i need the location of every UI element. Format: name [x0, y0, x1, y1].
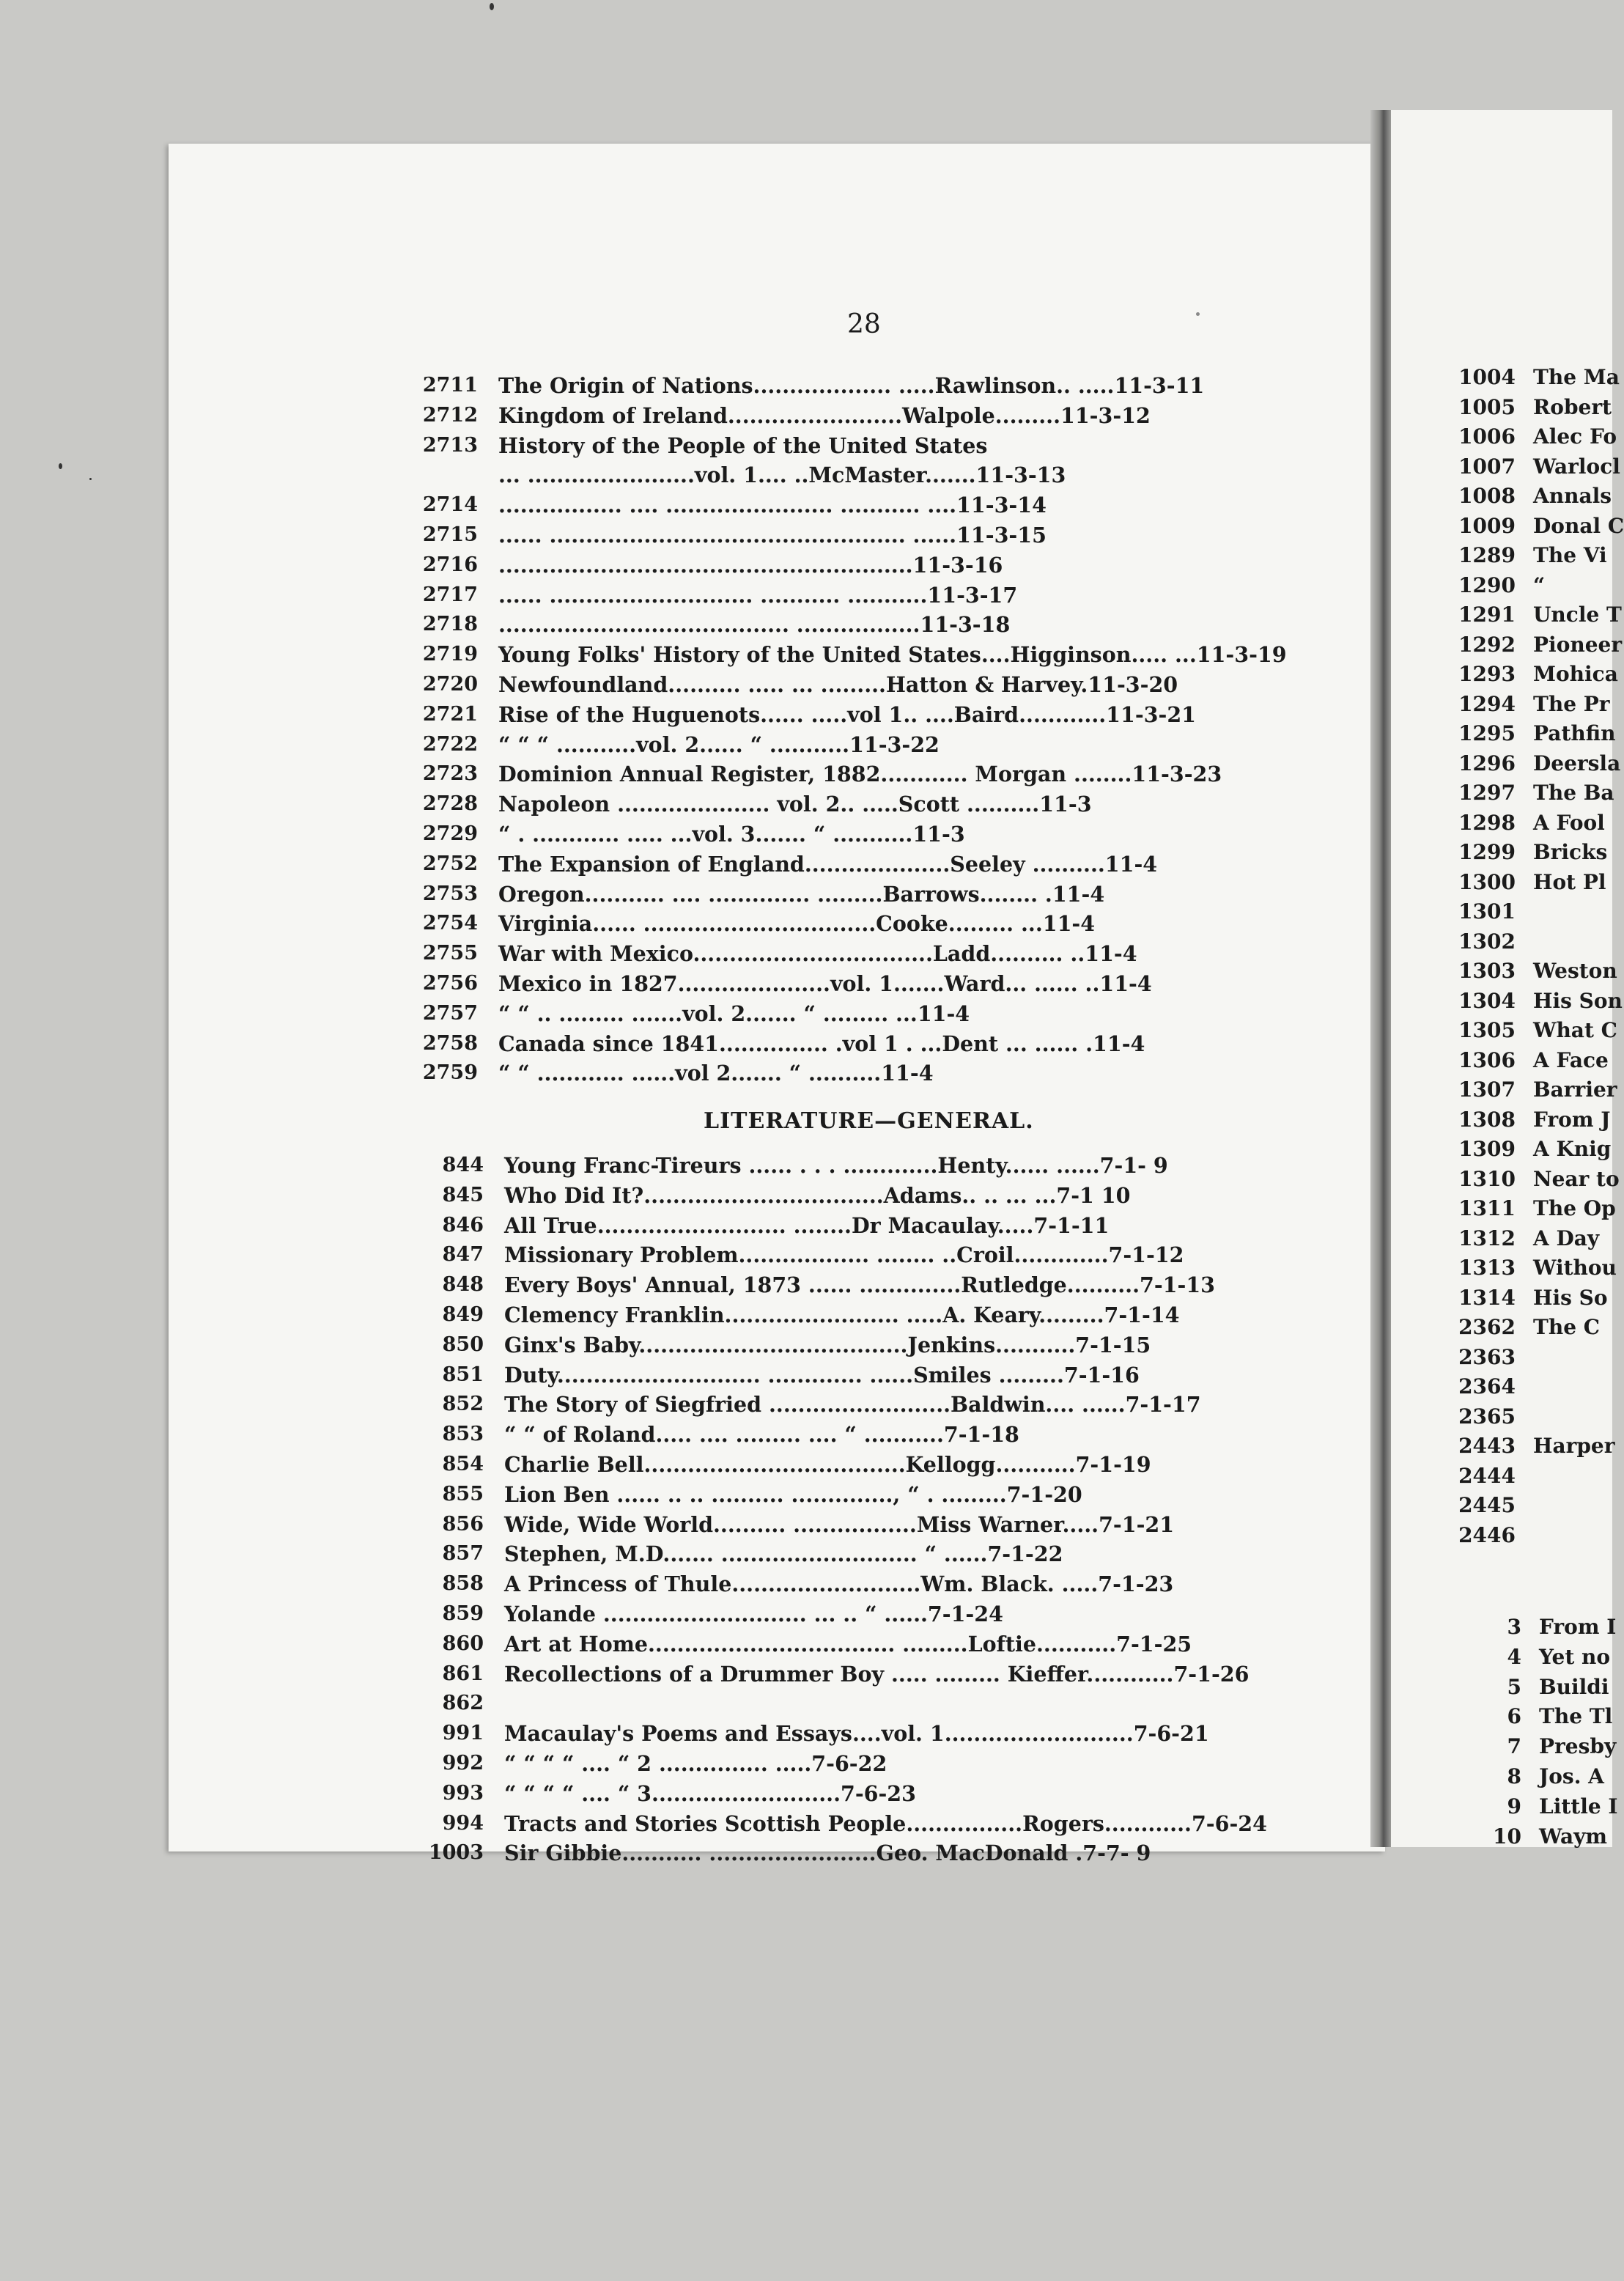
catalog-number: 2446 — [1458, 1522, 1516, 1547]
catalog-entry-text: The Ma — [1533, 365, 1620, 389]
catalog-number: 1009 — [1458, 513, 1516, 538]
catalog-row — [442, 1719, 1325, 1748]
catalog-entry-text: Who Did It?.................................Adams.. .. ... ...7-1 10 — [504, 1182, 1131, 1208]
catalog-entry-text: Donal C — [1533, 513, 1624, 538]
catalog-number: 1296 — [1458, 751, 1516, 775]
catalog-number: 2754 — [422, 912, 478, 935]
catalog-entry-text: Dominion Annual Register, 1882............ Morgan ........11-3-23 — [498, 762, 1222, 787]
catalog-number: 2721 — [422, 702, 478, 726]
catalog-number: 2718 — [422, 613, 478, 636]
catalog-number: 2713 — [422, 433, 478, 457]
right-catalog-row — [1458, 452, 1620, 482]
right-catalog-row — [1458, 1224, 1600, 1253]
catalog-entry-text: Pathfin — [1533, 721, 1616, 745]
catalog-number: 849 — [442, 1303, 484, 1326]
catalog-entry-text: His Son — [1533, 988, 1623, 1013]
right-catalog-row — [1458, 1046, 1609, 1075]
catalog-row — [442, 1211, 1325, 1240]
right-catalog-row — [1458, 1283, 1608, 1313]
catalog-entry-text: Young Franc-Tireurs ...... . . . .............Henty...... ......7-1- 9 — [504, 1153, 1168, 1178]
right-catalog-row — [1458, 1075, 1617, 1105]
right-catalog-row — [1458, 422, 1617, 452]
catalog-entry-text: “ . ............ ..... ...vol. 3....... “ ...........11-3 — [498, 822, 965, 847]
right-catalog-row — [1458, 482, 1612, 511]
catalog-entry-text: “ “ “ “ .... “ 3..........................7-6-23 — [504, 1780, 916, 1806]
catalog-number: 848 — [442, 1273, 484, 1297]
catalog-row — [442, 1689, 1325, 1718]
catalog-entry-text: The Ba — [1533, 781, 1614, 805]
paper-speck — [59, 463, 62, 469]
catalog-entry-text: Yet no — [1539, 1644, 1611, 1669]
catalog-number: 8 — [1507, 1764, 1521, 1788]
right-catalog-row — [1458, 600, 1622, 630]
catalog-row — [442, 1779, 1325, 1808]
catalog-number: 1312 — [1458, 1226, 1516, 1250]
catalog-row — [442, 1659, 1325, 1689]
right-catalog-row — [1458, 868, 1606, 897]
catalog-row — [422, 490, 1319, 520]
catalog-entry-text: “ “ “ “ .... “ 2 ............... .....7-6-22 — [504, 1751, 887, 1776]
catalog-number: 2757 — [422, 1001, 478, 1025]
catalog-entry-text: Harper — [1533, 1434, 1615, 1458]
right-catalog-row — [1458, 719, 1616, 748]
right-catalog-row — [1458, 1135, 1612, 1164]
catalog-number: 1008 — [1458, 484, 1516, 508]
catalog-row — [442, 1270, 1325, 1300]
catalog-entry-text: Charlie Bell....................................Kellogg...........7-1-19 — [504, 1452, 1151, 1477]
catalog-row — [422, 610, 1319, 639]
catalog-entry-text: Waym — [1539, 1824, 1608, 1849]
catalog-entry-text: Newfoundland.......... ..... ... .........Hatton & Harvey.11-3-20 — [498, 672, 1178, 697]
catalog-entry-text: Duty............................ ............. ......Smiles .........7-1-16 — [504, 1362, 1140, 1388]
catalog-number: 847 — [442, 1243, 484, 1267]
catalog-number: 7 — [1507, 1734, 1521, 1759]
catalog-number: 852 — [442, 1393, 484, 1416]
catalog-entry-text: A Princess of Thule..........................Wm. Black. .....7-1-23 — [504, 1571, 1174, 1597]
catalog-number: 2756 — [422, 972, 478, 995]
catalog-entry-text: Presby — [1539, 1734, 1617, 1759]
catalog-entry-text: What C — [1533, 1018, 1617, 1042]
catalog-row — [442, 1599, 1325, 1629]
catalog-number: 2717 — [422, 583, 478, 606]
catalog-entry-text: “ “ “ ...........vol. 2...... “ ...........11-3-22 — [498, 732, 940, 757]
right-catalog-row — [1507, 1613, 1617, 1642]
catalog-entry-text: Bricks — [1533, 840, 1608, 864]
catalog-row — [442, 1360, 1325, 1390]
catalog-number: 1307 — [1458, 1077, 1516, 1102]
catalog-entry-text: Oregon........... .... .............. .........Barrows........ .11-4 — [498, 881, 1105, 907]
right-catalog-row — [1458, 987, 1623, 1016]
catalog-row — [442, 1151, 1325, 1180]
catalog-number: 1314 — [1458, 1285, 1516, 1310]
catalog-row — [422, 819, 1319, 849]
right-catalog-row — [1458, 1313, 1601, 1342]
catalog-number: 2759 — [422, 1061, 478, 1085]
catalog-entry-text: From I — [1539, 1615, 1617, 1639]
catalog-entry-text: Macaulay's Poems and Essays....vol. 1..........................7-6-21 — [504, 1721, 1209, 1747]
catalog-number: 2720 — [422, 673, 478, 696]
paper-speck — [490, 3, 494, 10]
catalog-number: 2722 — [422, 732, 478, 756]
catalog-row — [422, 789, 1319, 819]
catalog-entry-text: Alec Fo — [1533, 424, 1617, 449]
catalog-number: 3 — [1507, 1615, 1521, 1639]
catalog-number: 2752 — [422, 852, 478, 875]
catalog-entry-text: The Pr — [1533, 691, 1610, 716]
catalog-entry-text: The Vi — [1533, 543, 1607, 567]
catalog-number: 1297 — [1458, 781, 1516, 805]
catalog-number: 1005 — [1458, 394, 1516, 419]
catalog-row — [442, 1749, 1325, 1778]
catalog-entry-text: Little I — [1539, 1794, 1618, 1818]
catalog-entry-text: Robert — [1533, 394, 1612, 419]
catalog-number: 992 — [442, 1752, 484, 1775]
catalog-entry-text: A Knig — [1533, 1137, 1612, 1161]
catalog-number: 2443 — [1458, 1434, 1516, 1458]
catalog-number: 993 — [442, 1781, 484, 1805]
right-catalog-row — [1458, 1105, 1611, 1135]
catalog-entry-text: Buildi — [1539, 1674, 1609, 1699]
catalog-number: 1004 — [1458, 365, 1516, 389]
book-gutter — [1370, 110, 1392, 1847]
catalog-entry-text: The C — [1533, 1315, 1601, 1339]
right-catalog-row — [1458, 393, 1612, 422]
catalog-number: 10 — [1493, 1824, 1521, 1849]
catalog-number: 1300 — [1458, 869, 1516, 894]
catalog-row — [442, 1450, 1325, 1479]
catalog-entry-text: “ “ .. ......... .......vol. 2....... “ ......... ...11-4 — [498, 1001, 970, 1026]
catalog-entry-text: Weston — [1533, 959, 1617, 983]
catalog-number: 859 — [442, 1602, 484, 1625]
catalog-number: 2728 — [422, 792, 478, 816]
catalog-row — [422, 401, 1319, 430]
catalog-number: 2755 — [422, 942, 478, 965]
catalog-entry-text: Clemency Franklin........................ .....A. Keary.........7-1-14 — [504, 1302, 1180, 1327]
paper-speck — [89, 478, 92, 480]
catalog-row — [422, 909, 1319, 938]
catalog-entry-text: Missionary Problem.................. ........ ..Croil.............7-1-12 — [504, 1242, 1184, 1268]
catalog-number: 860 — [442, 1632, 484, 1655]
catalog-entry-text: The Expansion of England....................Seeley ..........11-4 — [498, 851, 1158, 877]
catalog-entry-text: Yolande ............................ ... .. “ ......7-1-24 — [504, 1602, 1003, 1626]
catalog-entry-text: Virginia...... ................................Cooke......... ...11-4 — [498, 911, 1096, 937]
catalog-number: 1313 — [1458, 1256, 1516, 1280]
catalog-entry-text: Art at Home.................................. .........Loftie...........7-1-25 — [504, 1631, 1192, 1657]
catalog-row — [442, 1480, 1325, 1509]
right-catalog-row — [1458, 571, 1546, 600]
catalog-number: 1006 — [1458, 424, 1516, 449]
catalog-row — [442, 1539, 1325, 1569]
catalog-row — [442, 1510, 1325, 1539]
catalog-entry-text: The Story of Siegfried .........................Baldwin.... ......7-1-17 — [504, 1392, 1201, 1418]
catalog-entry-text: Mohica — [1533, 662, 1618, 686]
catalog-number: 2365 — [1458, 1404, 1516, 1429]
catalog-row — [422, 939, 1319, 968]
catalog-entry-text: Kingdom of Ireland........................Walpole.........11-3-12 — [498, 402, 1151, 428]
catalog-entry-text: Sir Gibbie........... .......................Geo. MacDonald .7-7- 9 — [504, 1840, 1151, 1866]
catalog-number: 850 — [442, 1333, 484, 1356]
catalog-row — [422, 969, 1319, 998]
catalog-number: 854 — [442, 1453, 484, 1475]
catalog-row — [422, 670, 1319, 699]
catalog-number: 1295 — [1458, 721, 1516, 745]
right-catalog-row — [1493, 1822, 1608, 1851]
catalog-entry-text: Near to — [1533, 1166, 1620, 1191]
catalog-number: 2753 — [422, 882, 478, 905]
right-catalog-row — [1458, 1194, 1616, 1223]
catalog-number: 2729 — [422, 822, 478, 845]
right-catalog-row — [1507, 1673, 1609, 1702]
catalog-entry-text: ... .......................vol. 1.... ..McMaster.......11-3-13 — [498, 463, 1066, 488]
right-catalog-row — [1458, 749, 1621, 778]
right-catalog-row — [1507, 1732, 1617, 1761]
catalog-number: 1291 — [1458, 603, 1516, 627]
right-catalog-row — [1458, 838, 1608, 867]
catalog-number: 1308 — [1458, 1107, 1516, 1132]
catalog-entry-text: A Day — [1533, 1226, 1600, 1250]
catalog-number: 861 — [442, 1662, 484, 1685]
catalog-number: 2715 — [422, 523, 478, 546]
catalog-entry-text: Uncle T — [1533, 603, 1622, 627]
catalog-entry-text: Hot Pl — [1533, 869, 1606, 894]
catalog-number: 2363 — [1458, 1344, 1516, 1369]
catalog-row — [422, 1058, 1319, 1088]
right-catalog-row — [1458, 1016, 1617, 1045]
catalog-row — [422, 700, 1319, 729]
catalog-number: 2362 — [1458, 1315, 1516, 1339]
right-catalog-row — [1458, 690, 1610, 719]
catalog-row — [442, 1330, 1325, 1360]
catalog-entry-text: Withou — [1533, 1256, 1617, 1280]
right-catalog-row — [1458, 541, 1607, 570]
catalog-row — [442, 1420, 1325, 1449]
catalog-entry-text: “ “ ............ ......vol 2....... “ ..........11-4 — [498, 1061, 934, 1086]
catalog-number: 1293 — [1458, 662, 1516, 686]
catalog-number: 856 — [442, 1512, 484, 1536]
right-catalog-row — [1458, 778, 1614, 808]
catalog-entry-text: Wide, Wide World.......... .................Miss Warner.....7-1-21 — [504, 1511, 1175, 1537]
catalog-row — [422, 1029, 1319, 1058]
catalog-entry-text: The Op — [1533, 1196, 1616, 1220]
catalog-number: 2364 — [1458, 1374, 1516, 1399]
catalog-entry-text: Pioneer — [1533, 632, 1623, 657]
catalog-number: 6 — [1507, 1704, 1521, 1729]
catalog-number: 862 — [442, 1692, 484, 1715]
catalog-entry-text: History of the People of the United States — [498, 432, 988, 458]
right-catalog-row — [1458, 1165, 1620, 1194]
catalog-entry-text: Canada since 1841............... .vol 1 . ...Dent ... ...... .11-4 — [498, 1031, 1145, 1056]
catalog-row — [442, 1629, 1325, 1659]
catalog-number: 2716 — [422, 553, 478, 576]
catalog-row — [442, 1300, 1325, 1330]
catalog-row — [422, 550, 1319, 580]
catalog-row — [422, 730, 1319, 759]
catalog-row — [442, 1390, 1325, 1419]
catalog-number: 1311 — [1458, 1196, 1516, 1220]
catalog-row — [442, 1181, 1325, 1210]
catalog-entry-text: Ginx's Baby.....................................Jenkins...........7-1-15 — [504, 1332, 1151, 1357]
catalog-entry-text: Napoleon ..................... vol. 2.. .....Scott ..........11-3 — [498, 792, 1092, 817]
catalog-entry-text: ................. .... ....................... ........... ....11-3-14 — [498, 493, 1047, 518]
catalog-number: 994 — [442, 1811, 484, 1835]
catalog-number: 858 — [442, 1572, 484, 1596]
right-catalog-row — [1507, 1643, 1611, 1672]
catalog-number: 1310 — [1458, 1166, 1516, 1191]
catalog-entry-text: Lion Ben ...... .. .. .......... .............., “ . .........7-1-20 — [504, 1481, 1082, 1507]
catalog-entry-text: From J — [1533, 1107, 1611, 1132]
catalog-row — [422, 520, 1319, 550]
catalog-number: 2714 — [422, 493, 478, 517]
catalog-number: 1290 — [1458, 572, 1516, 597]
catalog-number: 2719 — [422, 643, 478, 666]
catalog-entry-text: “ “ of Roland..... .... ......... .... “ ...........7-1-18 — [504, 1422, 1019, 1448]
catalog-number: 844 — [442, 1154, 484, 1176]
catalog-entry-text: Jos. A — [1539, 1764, 1604, 1788]
catalog-entry-text: Barrier — [1533, 1077, 1617, 1102]
catalog-number: 851 — [442, 1363, 484, 1386]
catalog-row — [422, 999, 1319, 1028]
catalog-entry-text: .........................................................11-3-16 — [498, 552, 1003, 578]
catalog-row — [422, 640, 1319, 669]
catalog-entry-text: A Fool — [1533, 810, 1605, 835]
right-catalog-row — [1458, 512, 1624, 541]
catalog-row — [422, 759, 1319, 789]
catalog-entry-text: ...... ................................................. ......11-3-15 — [498, 523, 1047, 548]
paper-speck — [1196, 312, 1200, 316]
catalog-entry-text: Young Folks' History of the United States....Higginson..... ...11-3-19 — [498, 642, 1287, 668]
catalog-number: 9 — [1507, 1794, 1521, 1818]
catalog-number: 1289 — [1458, 543, 1516, 567]
section-heading: LITERATURE—GENERAL. — [704, 1108, 1034, 1134]
catalog-number: 2711 — [422, 374, 478, 397]
catalog-number: 1302 — [1458, 929, 1516, 954]
catalog-row — [422, 880, 1319, 909]
catalog-number: 2723 — [422, 762, 478, 786]
catalog-number: 1301 — [1458, 899, 1516, 924]
catalog-entry-text: ........................................ .................11-3-18 — [498, 612, 1011, 638]
catalog-number: 855 — [442, 1482, 484, 1506]
catalog-number: 5 — [1507, 1674, 1521, 1699]
catalog-row — [442, 1240, 1325, 1270]
catalog-entry-text: All True.......................... ........Dr Macaulay.....7-1-11 — [504, 1212, 1110, 1238]
catalog-number: 1298 — [1458, 810, 1516, 835]
catalog-entry-text: A Face — [1533, 1047, 1609, 1072]
catalog-number: 1303 — [1458, 959, 1516, 983]
catalog-row — [442, 1809, 1325, 1838]
catalog-entry-text: Recollections of a Drummer Boy ..... ......... Kieffer............7-1-26 — [504, 1661, 1250, 1687]
catalog-entry-text: Mexico in 1827.....................vol. 1.......Ward... ...... ..11-4 — [498, 971, 1152, 996]
catalog-row — [422, 371, 1319, 400]
right-catalog-row — [1458, 363, 1620, 392]
catalog-number: 1294 — [1458, 691, 1516, 716]
catalog-number: 1299 — [1458, 840, 1516, 864]
catalog-entry-text: ...... ............................ ........... ...........11-3-17 — [498, 582, 1018, 608]
catalog-number: 2445 — [1458, 1493, 1516, 1517]
catalog-number: 2712 — [422, 403, 478, 427]
catalog-entry-text: Every Boys' Annual, 1873 ...... ..............Rutledge..........7-1-13 — [504, 1272, 1216, 1298]
catalog-entry-text: Annals — [1533, 484, 1612, 508]
right-catalog-row — [1458, 630, 1623, 660]
right-catalog-row — [1458, 1253, 1617, 1283]
catalog-entry-text: Deersla — [1533, 751, 1621, 775]
catalog-number: 4 — [1507, 1644, 1521, 1669]
catalog-number: 1304 — [1458, 988, 1516, 1013]
catalog-row — [422, 850, 1319, 879]
catalog-number: 991 — [442, 1722, 484, 1745]
catalog-number: 2444 — [1458, 1463, 1516, 1488]
right-catalog-row — [1507, 1762, 1604, 1791]
catalog-entry-text: Warlocl — [1533, 454, 1620, 479]
catalog-entry-text: “ — [1533, 572, 1546, 597]
catalog-number: 846 — [442, 1213, 484, 1237]
catalog-number: 1292 — [1458, 632, 1516, 657]
catalog-number: 857 — [442, 1542, 484, 1566]
catalog-entry-text: His So — [1533, 1285, 1608, 1310]
catalog-number: 1003 — [428, 1841, 484, 1865]
catalog-row — [422, 581, 1319, 610]
right-catalog-row — [1507, 1702, 1613, 1731]
catalog-row — [422, 431, 1319, 460]
right-catalog-row — [1458, 957, 1617, 986]
catalog-row — [498, 460, 1319, 490]
catalog-number: 853 — [442, 1423, 484, 1446]
catalog-row — [428, 1838, 1325, 1868]
catalog-entry-text: Stephen, M.D....... ........................... “ ......7-1-22 — [504, 1541, 1063, 1567]
page-number: 28 — [847, 309, 881, 339]
catalog-number: 1007 — [1458, 454, 1516, 479]
catalog-number: 1306 — [1458, 1047, 1516, 1072]
right-catalog-row — [1507, 1792, 1618, 1821]
catalog-number: 845 — [442, 1183, 484, 1206]
right-catalog-row — [1458, 660, 1618, 689]
right-catalog-row — [1458, 808, 1605, 838]
catalog-entry-text: The Tl — [1539, 1704, 1613, 1729]
catalog-row — [442, 1569, 1325, 1599]
catalog-number: 2758 — [422, 1031, 478, 1055]
catalog-number: 1305 — [1458, 1018, 1516, 1042]
catalog-entry-text: The Origin of Nations................... .....Rawlinson.. .....11-3-11 — [498, 373, 1205, 398]
right-catalog-row — [1458, 1431, 1615, 1461]
catalog-number: 1309 — [1458, 1137, 1516, 1161]
catalog-entry-text: War with Mexico.................................Ladd.......... ..11-4 — [498, 941, 1137, 967]
catalog-entry-text: Rise of the Huguenots...... .....vol 1.. ....Baird............11-3-21 — [498, 701, 1196, 727]
catalog-entry-text: Tracts and Stories Scottish People................Rogers............7-6-24 — [504, 1810, 1267, 1836]
